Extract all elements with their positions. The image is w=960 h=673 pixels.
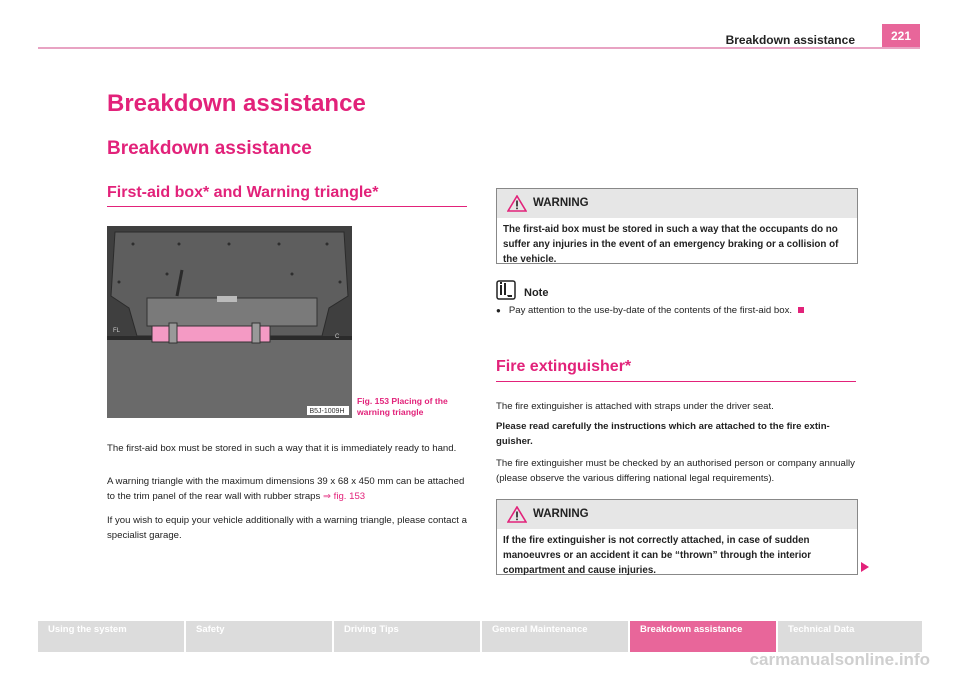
paragraph-fire-check: The fire extinguisher must be checked by an authorised person or company annually (please observe the various differing national legal requirements). bbox=[496, 458, 855, 484]
warning-box-first-aid bbox=[496, 188, 858, 264]
header-rule bbox=[38, 47, 920, 49]
footer-tab-breakdown-assistance[interactable] bbox=[630, 621, 776, 652]
end-mark-icon bbox=[798, 307, 804, 313]
figure-warning-triangle bbox=[107, 226, 352, 418]
note-bullet bbox=[496, 303, 856, 318]
paragraph-warning-triangle-text: A warning triangle with the maximum dimensions 39 x 68 x 450 mm can be attached to the trim panel of the rear wall with rubber straps bbox=[107, 476, 465, 502]
watermark: carmanualsonline.info bbox=[749, 650, 930, 669]
footer-tab-driving-tips[interactable] bbox=[334, 621, 480, 652]
footer-tab-using-the-system[interactable] bbox=[38, 621, 184, 652]
footer-tab-label: Driving Tips bbox=[344, 624, 399, 635]
figure-code: B5J-1009H bbox=[309, 408, 345, 415]
footer-tab-general-maintenance[interactable] bbox=[482, 621, 628, 652]
warning-triangle-icon bbox=[507, 195, 527, 212]
running-header-title: Breakdown assistance bbox=[725, 33, 855, 47]
subsection-rule-fire bbox=[496, 381, 856, 382]
footer-tab-technical-data[interactable] bbox=[778, 621, 922, 652]
warning-text: If the fire extinguisher is not correctly attached, in case of sudden manoeuvres or an accident it can be “thrown” through the interior compartment and cause injuries. bbox=[503, 535, 812, 576]
paragraph-specialist-garage: If you wish to equip your vehicle additionally with a warning triangle, please contact a specialist garage. bbox=[107, 515, 467, 541]
section-title: Breakdown assistance bbox=[107, 138, 312, 159]
figure-caption-line2: warning triangle bbox=[357, 407, 424, 417]
paragraph-warning-triangle bbox=[107, 474, 467, 504]
warning-triangle-icon bbox=[507, 506, 527, 523]
footer-nav bbox=[38, 621, 922, 652]
figure-caption bbox=[357, 396, 467, 418]
note-header bbox=[496, 280, 856, 300]
warning-label: WARNING bbox=[533, 197, 589, 209]
warning-header bbox=[497, 189, 857, 218]
note-icon bbox=[496, 280, 516, 300]
svg-text:FL: FL bbox=[113, 328, 121, 334]
footer-tab-label: Safety bbox=[196, 624, 225, 635]
footer-tab-label: Using the system bbox=[48, 624, 127, 635]
chapter-title: Breakdown assistance bbox=[107, 90, 366, 117]
figure-caption-line1: Fig. 153 Placing of the bbox=[357, 396, 448, 406]
warning-box-fire-extinguisher bbox=[496, 499, 858, 575]
footer-tab-label: Breakdown assistance bbox=[640, 624, 743, 635]
note-label: Note bbox=[524, 287, 549, 299]
subsection-title-fire-extinguisher: Fire extinguisher* bbox=[496, 358, 632, 375]
note-bullet-text: Pay attention to the use-by-date of the contents of the first-aid box. bbox=[508, 305, 793, 316]
paragraph-fire-instructions: Please read carefully the instructions which are attached to the fire extin-guisher. bbox=[496, 421, 830, 447]
warning-text: The first-aid box must be stored in such a way that the occupants do no suffer any injuries in the event of an emergency braking or a collision of the vehicle. bbox=[503, 224, 839, 265]
warning-header bbox=[497, 500, 857, 529]
svg-text:C: C bbox=[335, 334, 340, 340]
subsection-rule bbox=[107, 206, 467, 207]
subsection-title-first-aid: First-aid box* and Warning triangle* bbox=[107, 184, 379, 201]
figure-link[interactable]: ⇒ fig. 153 bbox=[322, 491, 366, 502]
bullet-icon: ● bbox=[496, 306, 501, 315]
page-number: 221 bbox=[882, 24, 920, 49]
footer-tab-label: Technical Data bbox=[788, 624, 855, 635]
paragraph-first-aid-ready: The first-aid box must be stored in such a way that it is immediately ready to hand. bbox=[107, 443, 457, 454]
warning-label: WARNING bbox=[533, 508, 589, 520]
paragraph-fire-straps: The fire extinguisher is attached with straps under the driver seat. bbox=[496, 401, 774, 412]
next-page-arrow-icon[interactable] bbox=[860, 561, 870, 573]
trunk-illustration bbox=[107, 226, 352, 418]
footer-tab-label: General Maintenance bbox=[492, 624, 588, 635]
footer-tab-safety[interactable] bbox=[186, 621, 332, 652]
